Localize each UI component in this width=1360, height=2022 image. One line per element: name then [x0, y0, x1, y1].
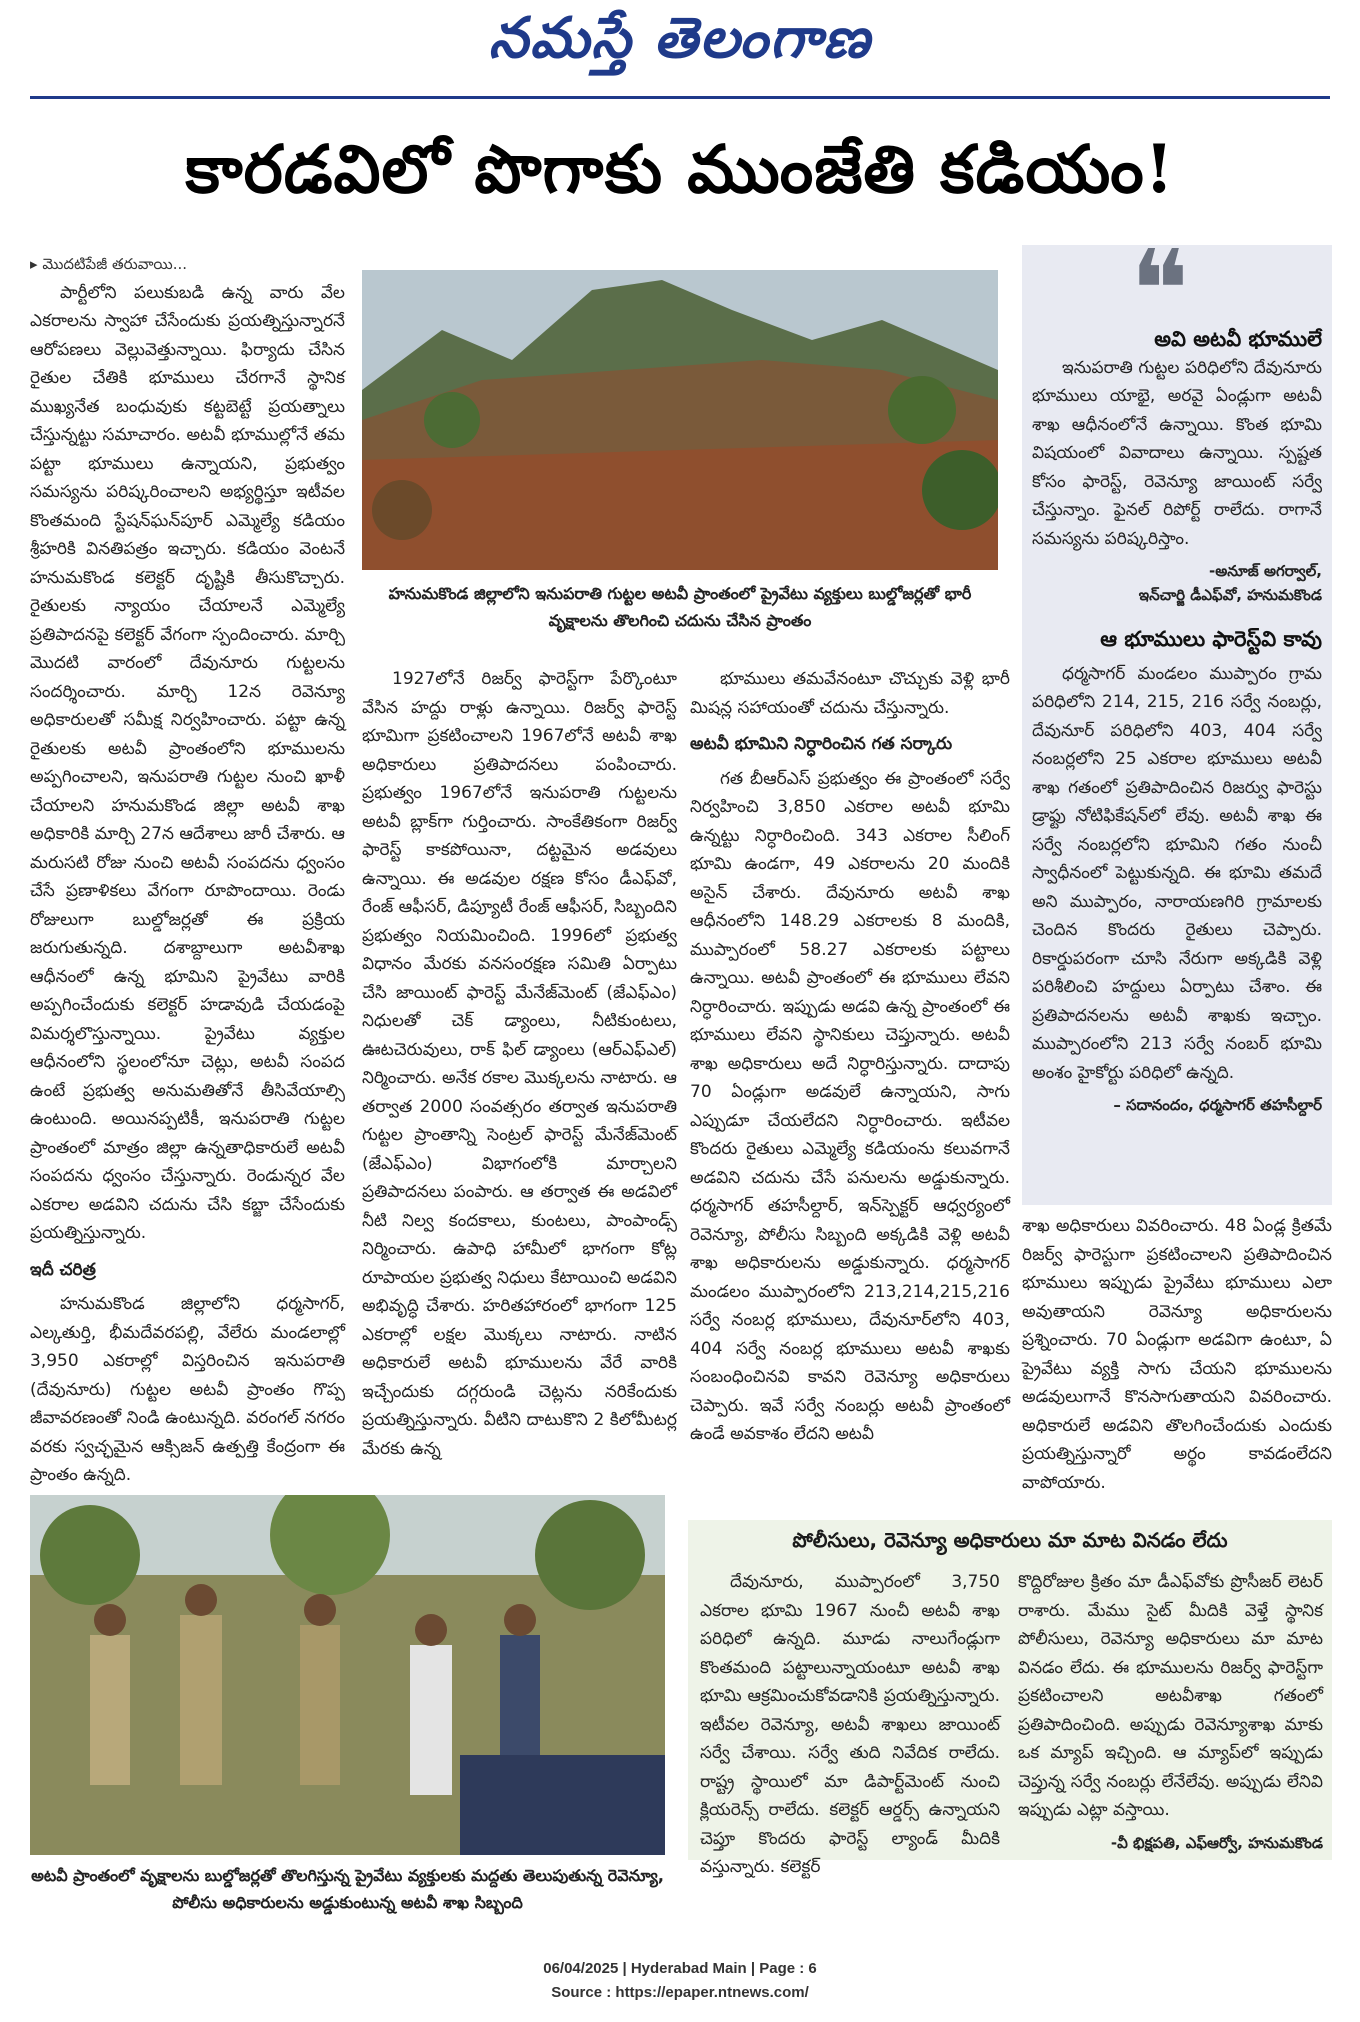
photo2-caption: అటవీ ప్రాంతంలో వృక్షాలను బుల్డోజర్లతో తొలగిస్తున్న ప్రైవేటు వ్యక్తులకు మద్దతు తెలుపుతున్న రెవెన్యూ, పోలీసు అధికారులను అడ్డుకుంటున్న అటవీ శాఖ సిబ్బంది: [31, 1866, 664, 1912]
sidebar-title-2: ఆ భూములు ఫారెస్ట్‌వి కావు: [1100, 627, 1322, 651]
col3-subhead: అటవీ భూమిని నిర్ధారించిన గత సర్కారు: [690, 734, 953, 754]
police-box-left: [700, 1568, 1000, 1888]
headline: కారడవిలో పొగాకు ముంజేతి కడియం!: [185, 130, 1175, 208]
column-2: [362, 665, 677, 1469]
kicker: ▸ మొదటిపేజీ తరువాయి...: [30, 255, 188, 273]
photo-cleared-forest: [362, 270, 998, 570]
sidebar-text-1: ఇనుపరాతి గుట్టల పరిధిలోని దేవునూరు భూములు యాభై, అరవై ఏండ్లుగా అటవీ శాఖ ఆధీనంలోనే ఉన్నాయి. కొంత భూమి విషయంలో వివాదాలు ఉన్నాయి. స్పష్టత కోసం ఫారెస్ట్, రెవెన్యూ జాయింట్ సర్వే చేస్తున్నాం. ఫైనల్ రిపోర్ట్ రాలేదు. రాగానే సమస్యను పరిష్కరిస్తాం.: [1032, 357, 1322, 549]
officials-site-image: [30, 1495, 665, 1855]
sidebar-text-2: ధర్మసాగర్ మండలం ముప్పారం గ్రామ పరిధిలోని 214, 215, 216 సర్వే నంబర్లు, దేవునూర్ పరిధిలోని 403, 404 సర్వే నంబర్లలోని 25 ఎకరాల భూములు అటవీ శాఖ గతంలో ప్రతిపాదించిన రిజర్వు ఫారెస్టు డ్రాఫ్టు నోటిఫికేషన్‌లో లేవు. అటవీ శాఖ ఈ సర్వే నంబర్లలోని భూమిని గతం నుంచీ స్వాధీనంలో పెట్టుకున్నది. ఈ భూమి తమదే అని ముప్పారం, నారాయణగిరి గ్రామాలకు చెందిన కొందరు రైతులు చెప్పారు. రికార్డుపరంగా చూసి నేరుగా అక్కడికి వెళ్లి పరిశీలించి హద్దులు ఏర్పాటు చేశాం. ఈ ప్రతిపాదనలను అటవీ శాఖకు ఇచ్చాం. ముప్పారంలోని 213 సర్వే నంబర్ భూమి అంశం హైకోర్టు పరిధిలో ఉన్నది.: [1032, 663, 1322, 1083]
col1-paragraph-1: పార్టీలోని పలుకుబడి ఉన్న వారు వేల ఎకరాలను స్వాహా చేసేందుకు ప్రయత్నిస్తున్నారనే ఆరోపణలు వెల్లువెత్తున్నాయి. ఫిర్యాదు చేసిన రైతుల చేతికి భూములు చేరగానే స్థానిక ముఖ్యనేత బంధువుకు కట్టబెట్టే ప్రయత్నాలు చేస్తున్నట్టు సమాచారం. అటవీ భూముల్లోనే తమ పట్టా భూములు ఉన్నాయని, ప్రభుత్వం సమస్యను పరిష్కరించాలని అభ్యర్థిస్తూ ఇటీవల కొంతమంది స్టేషన్‌ఘన్‌పూర్ ఎమ్మెల్యే కడియం శ్రీహరికి వినతిపత్రం ఇచ్చారు. కడియం వెంటనే హనుమకొండ కలెక్టర్ దృష్టికి తీసుకొచ్చారు. రైతులకు న్యాయం చేయాలనే ఎమ్మెల్యే ప్రతిపాదనపై కలెక్టర్ వేగంగా స్పందించారు. మార్చి మొదటి వారంలో దేవునూరు గుట్టలను సందర్శించారు. మార్చి 12న రెవెన్యూ అధికారులతో సమీక్ష నిర్వహించారు. పట్టా ఉన్న రైతులకు అటవీ ప్రాంతంలోని భూములను అప్పగించాలని, ఇనుపరాతి గుట్టల నుంచి ఖాళీ చేయాలని హనుమకొండ జిల్లా అటవీ శాఖ అధికారికి మార్చి 27న ఆదేశాలు జారీ చేశారు. ఆ మరుసటి రోజు నుంచి అటవీ సంపదను ధ్వంసం చేసే ప్రణాళికలు వేగంగా రూపొందాయి. రెండు రోజులుగా బుల్డోజర్లతో ఈ ప్రక్రియ జరుగుతున్నది. దశాబ్దాలుగా అటవీశాఖ ఆధీనంలో ఉన్న భూమిని ప్రైవేటు వారికి అప్పగించేందుకు కలెక్టర్ హడావుడి చేయడంపై విమర్శలొస్తున్నాయి. ప్రైవేటు వ్యక్తుల ఆధీనంలోని స్థలంలోనూ చెట్లు, అటవీ సంపద ఉంటే ప్రభుత్వ అనుమతితోనే తీసివేయాల్సి ఉంటుంది. అయినప్పటికీ, ఇనుపరాతి గుట్టల ప్రాంతంలో మాత్రం జిల్లా ఉన్నతాధికారులే అటవీ సంపదను ధ్వంసం చేస్తున్నారు. రెండున్నర వేల ఎకరాల అడవిని చదును చేసి కబ్జా చేసేందుకు ప్రయత్నిస్తున్నారు.: [30, 282, 345, 1243]
photo1-caption: హనుమకొండ జిల్లాలోని ఇనుపరాతి గుట్టల అటవీ ప్రాంతంలో ప్రైవేటు వ్యక్తులు బుల్డోజర్లతో భారీ వృక్షాలను తొలగించి చదును చేసిన ప్రాంతం: [388, 584, 972, 630]
police-box-attribution: -వీ భిక్షపతి, ఎఫ్ఆర్వో, హనుమకొండ: [1110, 1833, 1323, 1852]
column-4-continued: [1022, 1212, 1332, 1503]
footer-source: Source : https://epaper.ntnews.com/: [551, 1984, 809, 2001]
photo-officials-site: [30, 1495, 665, 1855]
col3-paragraph-2: గత బీఆర్ఎస్ ప్రభుత్వం ఈ ప్రాంతంలో సర్వే నిర్వహించి 3,850 ఎకరాల అటవీ భూమి ఉన్నట్టు నిర్ధారించింది. 343 ఎకరాల సీలింగ్ భూమి ఉండగా, 49 ఎకరాలను 20 మందికి అసైన్ చేశారు. దేవునూరు అటవీ శాఖ ఆధీనంలోని 148.29 ఎకరాలకు 8 మందికి, ముప్పారంలో 58.27 ఎకరాలకు పట్టాలు ఉన్నాయి. అటవీ ప్రాంతంలో ఈ భూములు లేవని నిర్ధారించారు. ఇప్పుడు అడవి ఉన్న ప్రాంతంలో ఈ భూములు లేవని స్థానికులు చెప్తున్నారు. అటవీ శాఖ అధికారులు అదే నిర్ధారిస్తున్నారు. దాదాపు 70 ఏండ్లుగా అడవులే ఉన్నాయని, సాగు ఎప్పుడూ చేయలేదని నిర్ధారించారు. ఇటీవల కొందరు రైతులు ఎమ్మెల్యే కడియంను కలువగానే అడవిని చదును చేసే పనులను అడ్డుకున్నారు. ధర్మసాగర్ తహసీల్దార్, ఇన్‌స్పెక్టర్ ఆధ్వర్యంలో రెవెన్యూ, పోలీసు సిబ్బంది అక్కడికి వెళ్లి అటవీ శాఖ అధికారులను అడ్డుకున్నారు. ధర్మసాగర్ మండలం ముప్పారంలోని 213,214,215,216 సర్వే నంబర్ల భూములు, దేవునూర్‌లోని 403, 404 సర్వే నంబర్ల భూములు అటవీ శాఖకు సంబంధించినవి కావని రెవెన్యూ అధికారులు చెప్పారు. ఇవే సర్వే నంబర్లు అటవీ ప్రాంతంలో ఉండే అవకాశం లేదని అటవీ: [690, 768, 1010, 1444]
col2-paragraph-1: 1927లోనే రిజర్వ్ ఫారెస్ట్‌గా పేర్కొంటూ వేసిన హద్దు రాళ్లు ఉన్నాయి. రిజర్వ్ ఫారెస్ట్ భూమిగా ప్రకటించాలని 1967లోనే అటవీ శాఖ అధికారులు ప్రతిపాదనలు పంపించారు. ప్రభుత్వం 1967లోనే ఇనుపరాతి గుట్టలను అటవీ బ్లాక్‌గా గుర్తించారు. సాంకేతికంగా రిజర్వ్ ఫారెస్ట్ కాకపోయినా, దట్టమైన అడవులు ఉన్నాయి. ఈ అడవుల రక్షణ కోసం డీఎఫ్‌వో, రేంజ్ ఆఫీసర్, డిప్యూటీ రేంజ్ ఆఫీసర్, సిబ్బందిని ప్రభుత్వం నియమించింది. 1996లో ప్రభుత్వ విధానం మేరకు వనసంరక్షణ సమితి ఏర్పాటు చేసి జాయింట్ ఫారెస్ట్ మేనేజ్‌మెంట్ (జేఎఫ్‌ఎం) నిధులతో చెక్ డ్యాంలు, నీటికుంటలు, ఊటచెరువులు, రాక్ ఫిల్ డ్యాంలు (ఆర్ఎఫ్‌ఎల్) నిర్మించారు. అనేక రకాల మొక్కలను నాటారు. ఆ తర్వాత 2000 సంవత్సరం తర్వాత ఇనుపరాతి గుట్టల ప్రాంతాన్ని సెంట్రల్ ఫారెస్ట్ మేనేజ్‌మెంట్ (జేఎఫ్‌ఎం) విభాగంలోకి మార్చాలని ప్రతిపాదనలు పంపారు. ఆ తర్వాత ఈ అడవిలో నీటి నిల్వ కందకాలు, కుంటలు, పాంపాండ్స్ నిర్మించారు. ఉపాధి హామీలో భాగంగా కోట్ల రూపాయల ప్రభుత్వ నిధులు కేటాయించి అడవిని అభివృద్ధి చేశారు. హరితహారంలో భాగంగా 125 ఎకరాల్లో లక్షల మొక్కలు నాటారు. నాటిన అధికారులే అటవీ భూములను వేరే వారికి ఇచ్చేందుకు దగ్గరుండి చెట్లను నరికేందుకు ప్రయత్నిస్తున్నారు. వీటిని దాటుకొని 2 కిలోమీటర్ల మేరకు ఉన్న: [362, 669, 677, 1459]
footer-dateline: 06/04/2025 | Hyderabad Main | Page : 6: [543, 1960, 817, 1977]
masthead-logo: నమస్తే తెలంగాణ: [488, 5, 872, 71]
quote-icon: ❝: [1130, 226, 1190, 354]
column-1: [30, 250, 345, 1496]
masthead: [0, 0, 1360, 90]
police-box-right: [1018, 1568, 1323, 1855]
cleared-forest-image: [362, 270, 998, 570]
col1-paragraph-2: హనుమకొండ జిల్లాలోని ధర్మసాగర్, ఎల్కతుర్తి, భీమదేవరపల్లి, వేలేరు మండలాల్లో 3,950 ఎకరాల్లో విస్తరించిన ఇనుపరాతి (దేవునూరు) గుట్టల అటవీ ప్రాంతం గొప్ప జీవావరణంతో నిండి ఉంటున్నది. వరంగల్ నగరం వరకు స్వచ్ఛమైన ఆక్సిజన్ ఉత్పత్తి కేంద్రంగా ఈ ప్రాంతం ఉన్నది.: [30, 1294, 345, 1485]
sidebar-attribution-2: – సదానందం, ధర్మసాగర్ తహసీల్దార్: [1113, 1096, 1322, 1114]
kicker-text: మొదటిపేజీ తరువాయి...: [42, 255, 188, 273]
col4-paragraph: శాఖ అధికారులు వివరించారు. 48 ఏండ్ల క్రితమే రిజర్వ్ ఫారెస్టుగా ప్రకటించాలని ప్రతిపాదించిన భూములు ఇప్పుడు ప్రైవేటు భూములు ఎలా అవుతాయని రెవెన్యూ అధికారులను ప్రశ్నించారు. 70 ఏండ్లుగా అడవిగా ఉంటూ, ఏ ప్రైవేటు వ్యక్తి సాగు చేయని భూములను అడవులుగానే కొనసాగుతాయని వివరించారు. అధికారులే అడవిని తొలగించేందుకు ఎందుకు ప్రయత్నిస్తున్నారో అర్థం కావడంలేదని వాపోయారు.: [1022, 1216, 1332, 1493]
police-box-title: పోలీసులు, రెవెన్యూ అధికారులు మా మాట వినడం లేదు: [792, 1528, 1228, 1552]
sidebar-attribution-1a: -అనూజ్ అగర్వాల్,: [1209, 562, 1322, 580]
col3-paragraph-1: భూములు తమవేనంటూ చొచ్చుకు వెళ్లి భారీ మిషన్ల సహాయంతో చదును చేస్తున్నారు.: [690, 669, 1010, 718]
masthead-rule: [30, 96, 1330, 99]
sidebar-content: [1032, 325, 1322, 1117]
police-box-right-text: కొద్దిరోజుల క్రితం మా డీఎఫ్‌వోకు ప్రొసీజర్ లెటర్ రాశారు. మేము సైట్ మీదికి వెళ్తే స్థానిక పోలీసులు, రెవెన్యూ అధికారులు మా మాట వినడం లేదు. ఈ భూములను రిజర్వ్ ఫారెస్ట్‌గా ప్రకటించాలని అటవీశాఖ గతంలో ప్రతిపాదించింది. అప్పుడు రెవెన్యూశాఖ మాకు ఒక మ్యాప్ ఇచ్చింది. ఆ మ్యాప్‌లో ఇప్పుడు చెప్తున్న సర్వే నంబర్లు లేనేలేవు. అప్పుడు లేనివి ఇప్పుడు ఎట్లా వస్తాయి.: [1018, 1572, 1323, 1820]
sidebar-attribution-1b: ఇన్‌చార్జి డీఎఫ్‌వో, హనుమకొండ: [1138, 586, 1322, 604]
police-box-left-text: దేవునూరు, ముప్పారంలో 3,750 ఎకరాల భూమి 1967 నుంచీ అటవీ శాఖ పరిధిలో ఉన్నది. మూడు నాలుగేండ్లుగా కొంతమంది పట్టాలున్నాయంటూ అటవీ శాఖ భూమి ఆక్రమించుకోవడానికి ప్రయత్నిస్తున్నారు. ఇటీవల రెవెన్యూ, అటవీ శాఖలు జాయింట్ సర్వే చేశాయి. సర్వే తుది నివేదిక రాలేదు. రాష్ట్ర స్థాయిలో మా డిపార్ట్‌మెంట్ నుంచి క్లియరెన్స్ రాలేదు. కలెక్టర్ ఆర్డర్స్ ఉన్నాయని చెప్తూ కొందరు ఫారెస్ట్ ల్యాండ్ మీదికి వస్తున్నారు. కలెక్టర్: [700, 1572, 1000, 1877]
col1-subhead: ఇదీ చరిత్ర: [30, 1259, 96, 1280]
column-3: [690, 665, 1010, 1455]
sidebar-title-1: అవి అటవీ భూములే: [1154, 327, 1322, 351]
